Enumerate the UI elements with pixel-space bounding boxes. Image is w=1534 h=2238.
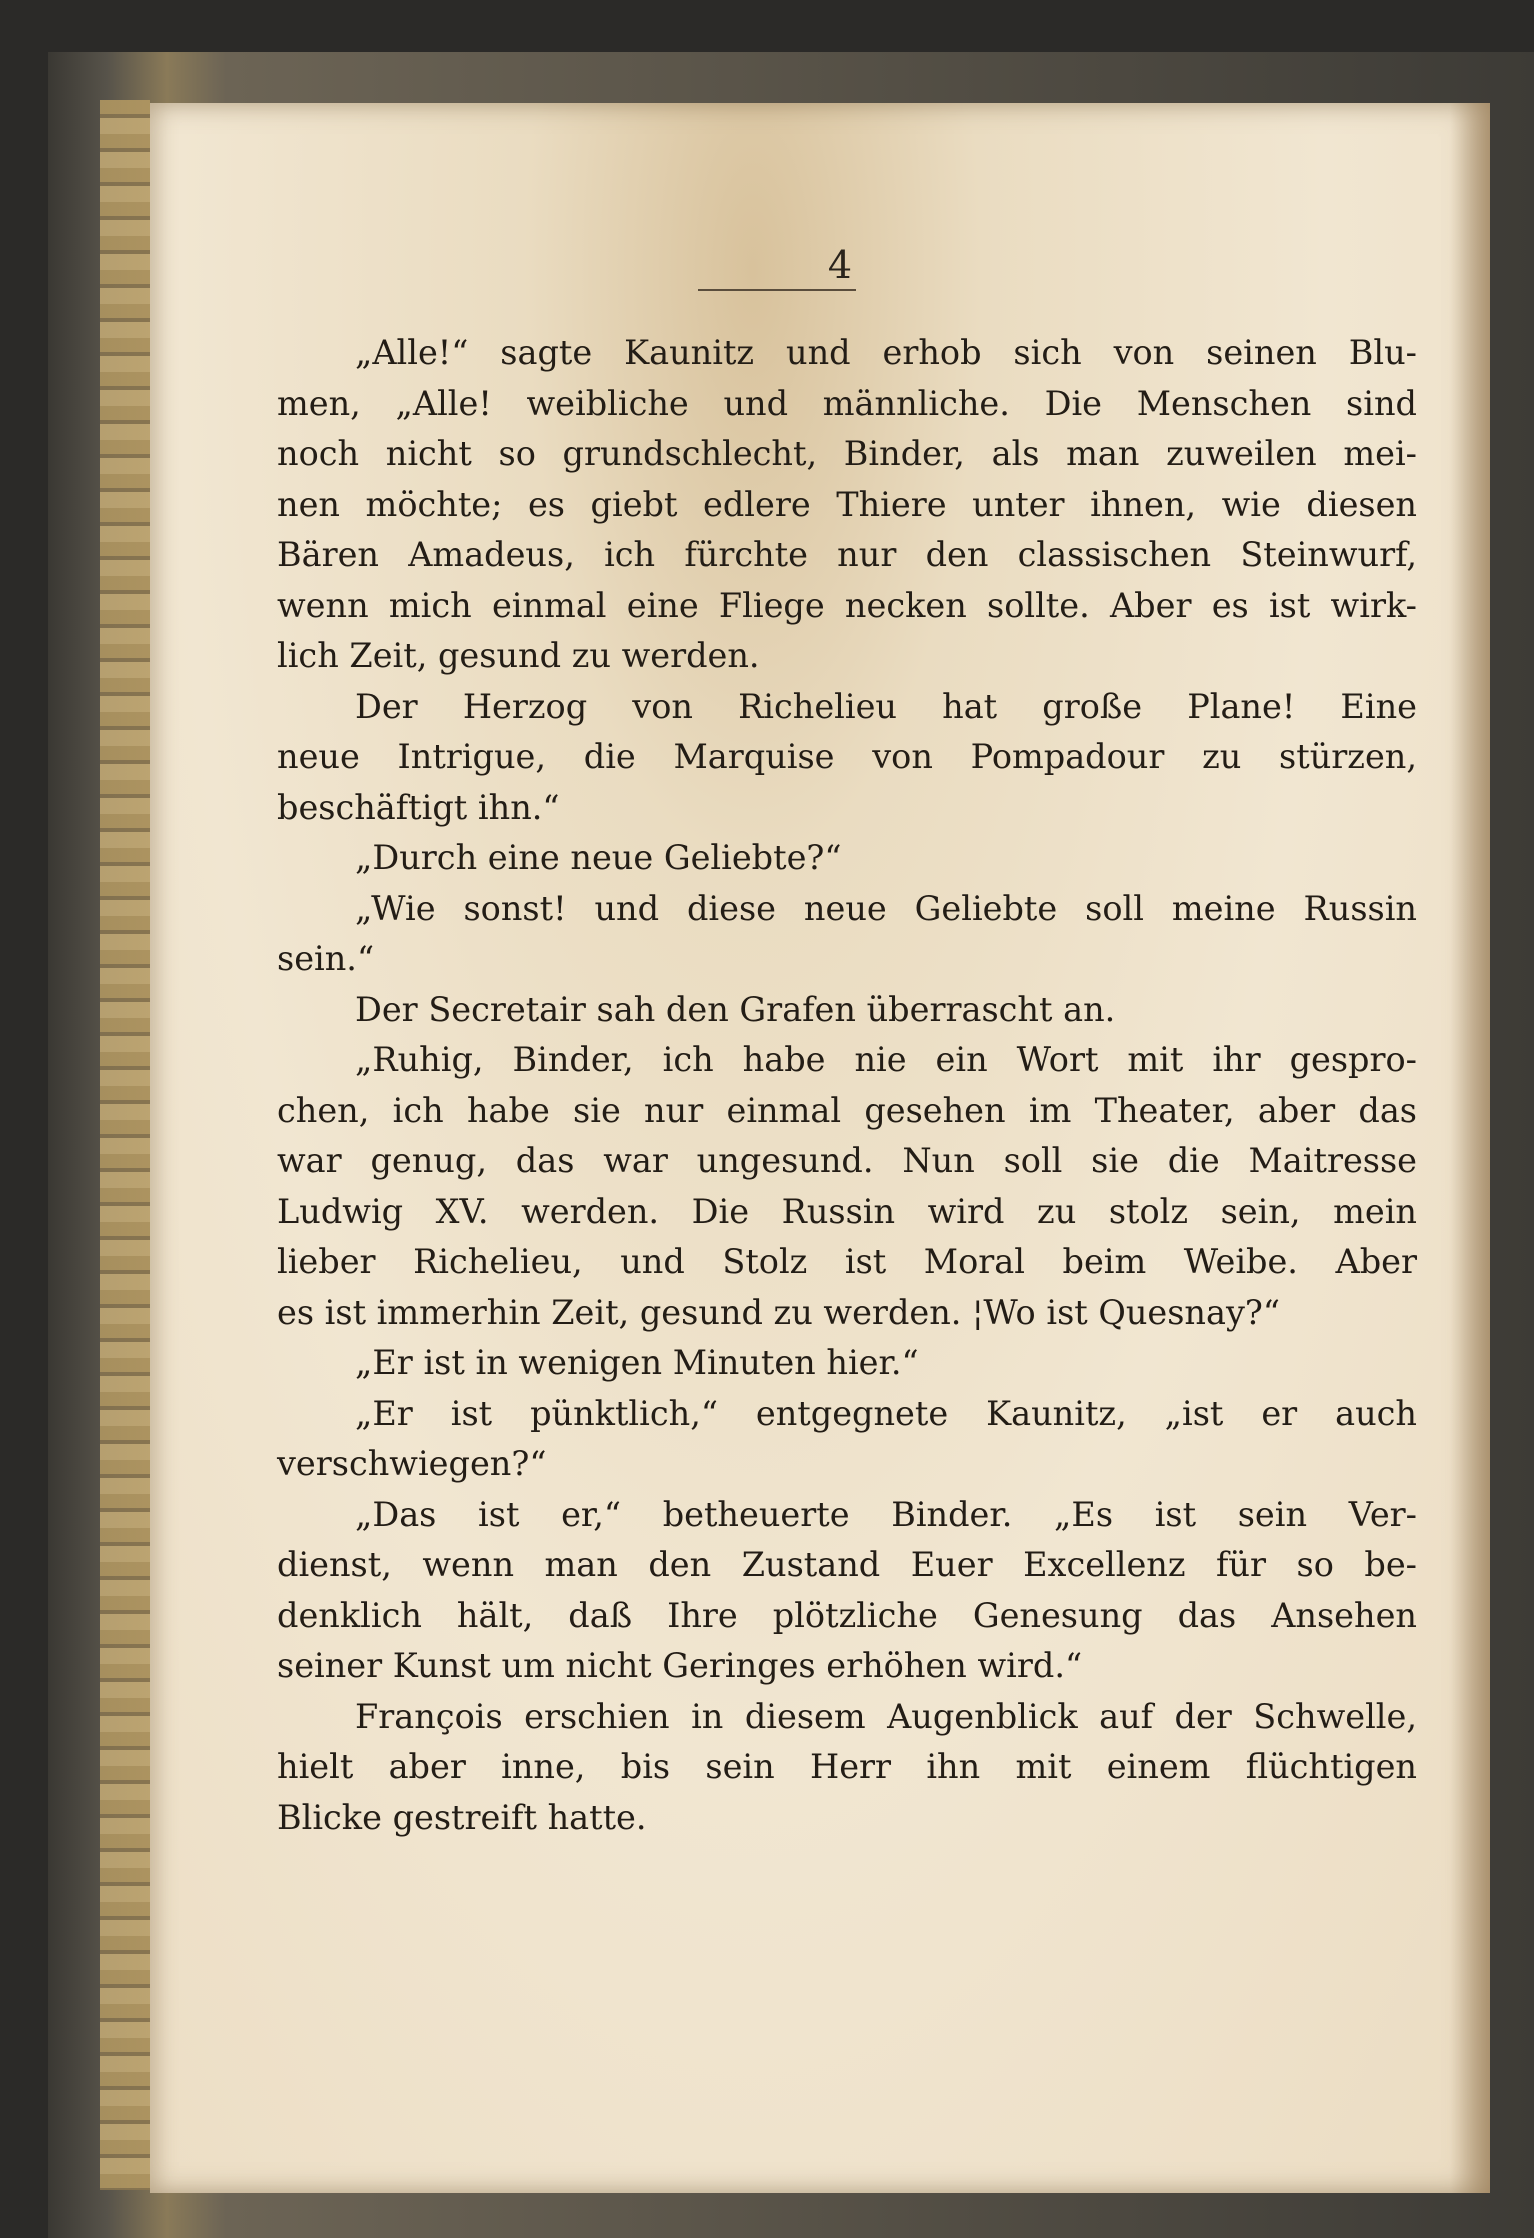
text-line: verschwiegen?“: [277, 1444, 547, 1483]
text-line: war genug, das war ungesund. Nun soll sie die Maitresse: [277, 1141, 1417, 1180]
text-line: beschäftigt ihn.“: [277, 787, 560, 827]
text-line: „Wie sonst! und diese neue Geliebte soll meine Russin: [355, 888, 1417, 928]
text-line: „Ruhig, Binder, ich habe nie ein Wort mit ihr gespro-: [355, 1040, 1417, 1079]
text-line: Bären Amadeus, ich fürchte nur den classischen Steinwurf,: [277, 535, 1417, 574]
text-line: François erschien in diesem Augenblick auf der Schwelle,: [355, 1696, 1417, 1736]
page-edge-shadow: [1450, 103, 1490, 2193]
page-number: 4: [827, 243, 853, 287]
text-line: Der Secretair sah den Grafen überrascht an.: [355, 989, 1116, 1029]
text-line: „Das ist er,“ betheuerte Binder. „Es ist sein Ver-: [355, 1494, 1417, 1534]
text-line: neue Intrigue, die Marquise von Pompadour zu stürzen,: [277, 737, 1417, 776]
text-line: Ludwig XV. werden. Die Russin wird zu stolz sein, mein: [277, 1191, 1417, 1231]
text-line: Blicke gestreift hatte.: [277, 1797, 647, 1837]
text-line: es ist immerhin Zeit, gesund zu werden. ¦Wo ist Quesnay?“: [277, 1292, 1280, 1332]
text-line: „Durch eine neue Geliebte?“: [355, 838, 842, 877]
text-line: wenn mich einmal eine Fliege necken sollte. Aber es ist wirk-: [277, 585, 1417, 625]
text-line: sein.“: [277, 939, 375, 978]
text-line: hielt aber inne, bis sein Herr ihn mit einem flüchtigen: [277, 1747, 1417, 1786]
text-line: „Er ist in wenigen Minuten hier.“: [355, 1343, 919, 1382]
text-line: „Er ist pünktlich,“ entgegnete Kaunitz, „ist er auch: [355, 1393, 1417, 1433]
text-line: denklich hält, daß Ihre plötzliche Genesung das Ansehen: [277, 1595, 1417, 1635]
text-line: seiner Kunst um nicht Geringes erhöhen wird.“: [277, 1646, 1083, 1685]
text-line: nen möchte; es giebt edlere Thiere unter ihnen, wie diesen: [277, 484, 1417, 524]
page-number-rule: [698, 289, 856, 291]
text-line: „Alle!“ sagte Kaunitz und erhob sich von seinen Blu-: [355, 333, 1417, 372]
body-text: [277, 328, 1417, 1843]
text-line: Der Herzog von Richelieu hat große Plane! Eine: [355, 686, 1417, 726]
text-line: dienst, wenn man den Zustand Euer Excellenz für so be-: [277, 1545, 1417, 1584]
text-line: noch nicht so grundschlecht, Binder, als man zuweilen mei-: [277, 434, 1417, 473]
text-line: lich Zeit, gesund zu werden.: [277, 636, 760, 675]
text-line: men, „Alle! weibliche und männliche. Die Menschen sind: [277, 383, 1417, 423]
text-line: chen, ich habe sie nur einmal gesehen im Theater, aber das: [277, 1090, 1417, 1130]
book-spine: [100, 100, 150, 2190]
book-page: [150, 103, 1490, 2193]
text-line: lieber Richelieu, und Stolz ist Moral beim Weibe. Aber: [277, 1242, 1417, 1281]
